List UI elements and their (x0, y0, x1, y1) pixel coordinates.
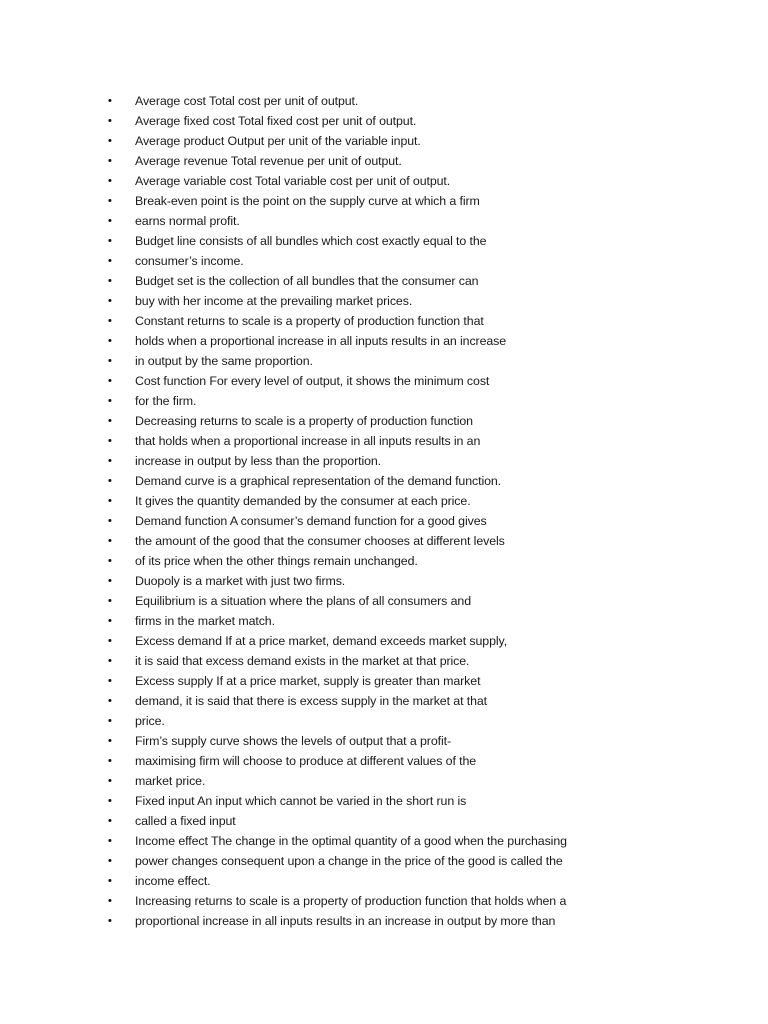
list-item (108, 451, 748, 471)
bullet-icon: • (108, 715, 112, 727)
list-item (108, 231, 748, 251)
bullet-icon: • (108, 615, 112, 627)
list-item-text: demand, it is said that there is excess supply in the market at that (135, 694, 488, 708)
list-item-text: holds when a proportional increase in all inputs results in an increase (135, 334, 507, 348)
bullet-icon: • (108, 595, 112, 607)
list-item (108, 211, 748, 231)
bullet-icon: • (108, 575, 112, 587)
list-item-text: of its price when the other things remain unchanged. (135, 554, 418, 568)
list-item-text: Firm’s supply curve shows the levels of output that a profit- (135, 734, 451, 748)
bullet-icon: • (108, 475, 112, 487)
bullet-icon: • (108, 455, 112, 467)
list-item (108, 471, 748, 491)
list-item-text: Equilibrium is a situation where the plans of all consumers and (135, 594, 471, 608)
list-item-text: Income effect The change in the optimal quantity of a good when the purchasing (135, 834, 567, 848)
bullet-icon: • (108, 375, 112, 387)
list-item-text: called a fixed input (135, 814, 236, 828)
glossary-bullet-list (108, 91, 748, 931)
bullet-icon: • (108, 515, 112, 527)
list-item-text: Budget line consists of all bundles which cost exactly equal to the (135, 234, 487, 248)
bullet-icon: • (108, 695, 112, 707)
list-item (108, 391, 748, 411)
list-item-text: Break-even point is the point on the supply curve at which a firm (135, 194, 480, 208)
list-item (108, 131, 748, 151)
list-item-text: the amount of the good that the consumer chooses at different levels (135, 534, 505, 548)
list-item-text: income effect. (135, 874, 211, 888)
list-item-text: it is said that excess demand exists in the market at that price. (135, 654, 470, 668)
bullet-icon: • (108, 855, 112, 867)
list-item-text: buy with her income at the prevailing market prices. (135, 294, 413, 308)
list-item-text: Average fixed cost Total fixed cost per unit of output. (135, 114, 417, 128)
list-item (108, 291, 748, 311)
bullet-icon: • (108, 775, 112, 787)
list-item (108, 251, 748, 271)
list-item (108, 651, 748, 671)
list-item (108, 711, 748, 731)
list-item (108, 191, 748, 211)
list-item (108, 591, 748, 611)
list-item-text: that holds when a proportional increase in all inputs results in an (135, 434, 481, 448)
bullet-icon: • (108, 295, 112, 307)
bullet-icon: • (108, 315, 112, 327)
list-item (108, 771, 748, 791)
list-item (108, 111, 748, 131)
list-item (108, 791, 748, 811)
bullet-icon: • (108, 395, 112, 407)
bullet-icon: • (108, 275, 112, 287)
list-item-text: consumer’s income. (135, 254, 244, 268)
list-item (108, 311, 748, 331)
list-item (108, 91, 748, 111)
bullet-icon: • (108, 415, 112, 427)
list-item (108, 911, 748, 931)
bullet-icon: • (108, 755, 112, 767)
list-item (108, 751, 748, 771)
list-item (108, 831, 748, 851)
list-item (108, 551, 748, 571)
bullet-icon: • (108, 535, 112, 547)
bullet-icon: • (108, 875, 112, 887)
list-item-text: price. (135, 714, 165, 728)
list-item-text: proportional increase in all inputs results in an increase in output by more than (135, 914, 556, 928)
list-item (108, 151, 748, 171)
bullet-icon: • (108, 635, 112, 647)
bullet-icon: • (108, 95, 112, 107)
list-item-text: Fixed input An input which cannot be varied in the short run is (135, 794, 467, 808)
list-item (108, 171, 748, 191)
list-item-text: power changes consequent upon a change in the price of the good is called the (135, 854, 563, 868)
list-item-text: market price. (135, 774, 206, 788)
bullet-icon: • (108, 555, 112, 567)
list-item-text: Excess supply If at a price market, supply is greater than market (135, 674, 481, 688)
bullet-icon: • (108, 215, 112, 227)
list-item (108, 271, 748, 291)
bullet-icon: • (108, 335, 112, 347)
bullet-icon: • (108, 255, 112, 267)
list-item (108, 891, 748, 911)
list-item-text: for the firm. (135, 394, 197, 408)
bullet-icon: • (108, 435, 112, 447)
bullet-icon: • (108, 835, 112, 847)
bullet-icon: • (108, 175, 112, 187)
list-item-text: Budget set is the collection of all bundles that the consumer can (135, 274, 479, 288)
list-item (108, 571, 748, 591)
list-item (108, 631, 748, 651)
list-item (108, 531, 748, 551)
list-item-text: Decreasing returns to scale is a property of production function (135, 414, 473, 428)
list-item (108, 731, 748, 751)
bullet-icon: • (108, 355, 112, 367)
list-item-text: Duopoly is a market with just two firms. (135, 574, 346, 588)
bullet-icon: • (108, 795, 112, 807)
list-item (108, 431, 748, 451)
list-item (108, 691, 748, 711)
bullet-icon: • (108, 815, 112, 827)
list-item-text: firms in the market match. (135, 614, 275, 628)
bullet-icon: • (108, 495, 112, 507)
list-item-text: Average product Output per unit of the variable input. (135, 134, 421, 148)
list-item-text: Average cost Total cost per unit of output. (135, 94, 359, 108)
list-item (108, 611, 748, 631)
list-item (108, 511, 748, 531)
list-item-text: Average variable cost Total variable cost per unit of output. (135, 174, 451, 188)
list-item (108, 811, 748, 831)
list-item-text: Increasing returns to scale is a property of production function that holds when a (135, 894, 567, 908)
list-item (108, 851, 748, 871)
bullet-icon: • (108, 195, 112, 207)
list-item-text: Constant returns to scale is a property of production function that (135, 314, 484, 328)
list-item (108, 331, 748, 351)
list-item (108, 671, 748, 691)
bullet-icon: • (108, 235, 112, 247)
bullet-icon: • (108, 655, 112, 667)
list-item-text: earns normal profit. (135, 214, 240, 228)
list-item-text: maximising firm will choose to produce at different values of the (135, 754, 477, 768)
bullet-icon: • (108, 915, 112, 927)
list-item (108, 491, 748, 511)
list-item (108, 411, 748, 431)
bullet-icon: • (108, 135, 112, 147)
bullet-icon: • (108, 895, 112, 907)
list-item-text: Demand curve is a graphical representation of the demand function. (135, 474, 502, 488)
list-item-text: Average revenue Total revenue per unit of output. (135, 154, 402, 168)
list-item-text: in output by the same proportion. (135, 354, 313, 368)
list-item-text: It gives the quantity demanded by the consumer at each price. (135, 494, 471, 508)
list-item-text: Cost function For every level of output, it shows the minimum cost (135, 374, 490, 388)
bullet-icon: • (108, 115, 112, 127)
list-item (108, 871, 748, 891)
bullet-icon: • (108, 735, 112, 747)
bullet-icon: • (108, 155, 112, 167)
list-item-text: Excess demand If at a price market, demand exceeds market supply, (135, 634, 508, 648)
list-item-text: increase in output by less than the proportion. (135, 454, 382, 468)
bullet-icon: • (108, 675, 112, 687)
list-item-text: Demand function A consumer’s demand function for a good gives (135, 514, 487, 528)
list-item (108, 351, 748, 371)
list-item (108, 371, 748, 391)
